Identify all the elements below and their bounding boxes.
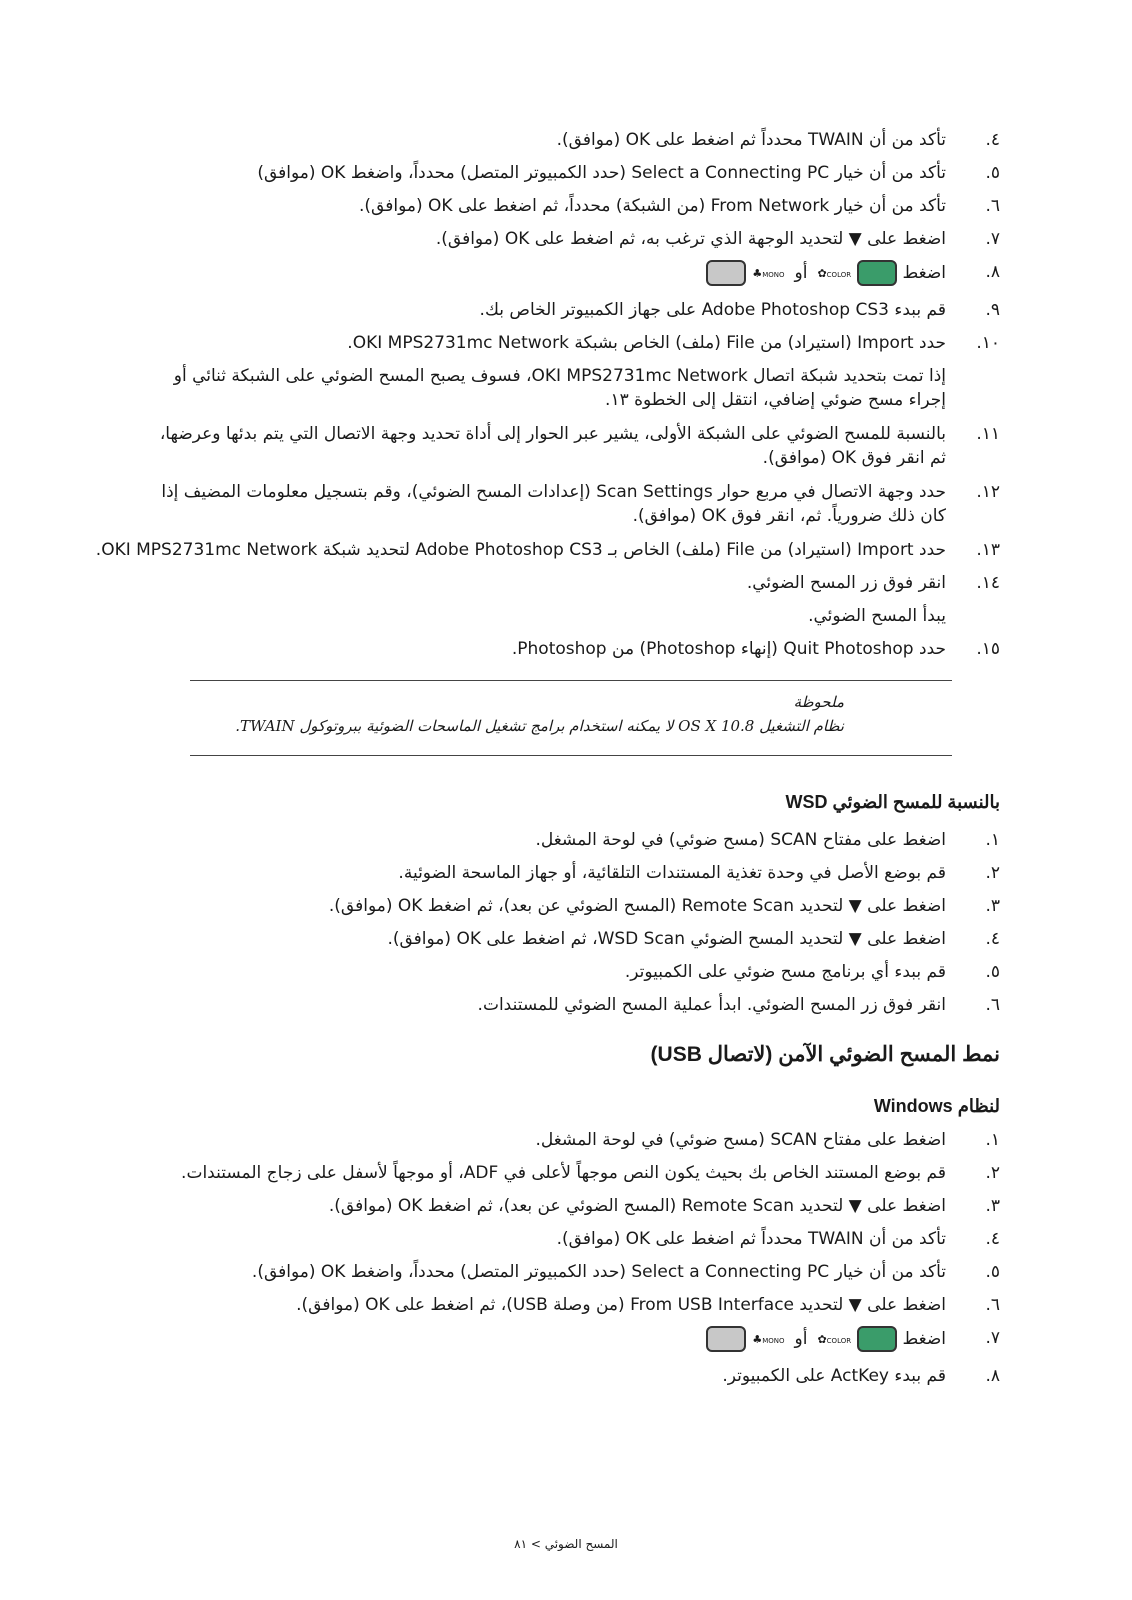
- page-footer: المسح الضوئي > ٨١: [514, 1537, 618, 1551]
- list-item: ٤. اضغط على ▼ لتحديد المسح الضوئي WSD Scan، ثم اضغط على OK (موافق).: [387, 929, 1000, 949]
- list-item: ٣. اضغط على ▼ لتحديد Remote Scan (المسح الضوئي عن بعد)، ثم اضغط OK (موافق).: [328, 896, 1000, 916]
- steps-list-usb: [0, 1128, 1132, 1397]
- list-item: ١٤. انقر فوق زر المسح الضوئي.: [746, 573, 1000, 593]
- list-item: ٣. اضغط على ▼ لتحديد Remote Scan (المسح الضوئي عن بعد)، ثم اضغط OK (موافق).: [328, 1196, 1000, 1216]
- list-item: ٩. قم ببدء Adobe Photoshop CS3 على جهاز الكمبيوتر الخاص بك.: [479, 300, 1000, 320]
- section-heading-wsd: بالنسبة للمسح الضوئي WSD: [785, 792, 1000, 812]
- mono-dots-icon: ♣MONO: [752, 1332, 785, 1346]
- steps-list-network: [0, 128, 1132, 670]
- list-item: ٥. قم ببدء أي برنامج مسح ضوئي على الكمبيوتر.: [624, 962, 1000, 982]
- note-box: [190, 680, 952, 756]
- list-item: ٢. قم بوضع الأصل في وحدة تغذية المستندات التلقائية، أو جهاز الماسحة الضوئية.: [398, 863, 1000, 883]
- color-dots-icon: ✿COLOR: [817, 266, 852, 280]
- steps-list-wsd: [0, 828, 1132, 1026]
- list-item: ١. اضغط على مفتاح SCAN (مسح ضوئي) في لوحة المشغل.: [535, 830, 1000, 850]
- mono-color-buttons: ♣MONO أو ✿COLOR: [706, 260, 897, 286]
- list-item: ٦. تأكد من أن خيار From Network (من الشبكة) محدداً، ثم اضغط على OK (موافق).: [359, 196, 1000, 216]
- section-heading-usb: نمط المسح الضوئي الآمن (لاتصال USB): [650, 1043, 1000, 1066]
- list-item: إذا تمت بتحديد شبكة اتصال OKI MPS2731mc Network، فسوف يصبح المسح الضوئي على الشبكة ثنائي أو إجراء مسح ضوئي إضافي، انتقل إلى الخطوة ١٣.: [173, 366, 946, 411]
- mono-dots-icon: ♣MONO: [752, 266, 785, 280]
- list-item: ١٣. حدد Import (استيراد) من File (ملف) الخاص بـ Adobe Photoshop CS3 لتحديد شبكة OKI MPS2731mc Network.: [95, 540, 1000, 560]
- color-button-icon: [857, 1326, 897, 1352]
- list-item: ١٠. حدد Import (استيراد) من File (ملف) الخاص بشبكة OKI MPS2731mc Network.: [347, 333, 1000, 353]
- mono-button-icon: [706, 1326, 746, 1352]
- list-item: ٥. تأكد من أن خيار Select a Connecting PC (حدد الكمبيوتر المتصل) محدداً، واضغط OK (موافق): [257, 163, 1000, 183]
- list-item: ٧. اضغط ♣MONO أو ✿COLOR: [0, 1326, 1132, 1364]
- list-item: ٧. اضغط على ▼ لتحديد الوجهة الذي ترغب به، ثم اضغط على OK (موافق).: [435, 229, 1000, 249]
- list-item: ٢. قم بوضع المستند الخاص بك بحيث يكون النص موجهاً لأعلى في ADF، أو موجهاً لأسفل على زجاج المستندات.: [181, 1163, 1000, 1183]
- color-dots-icon: ✿COLOR: [817, 1332, 852, 1346]
- mono-color-buttons: ♣MONO أو ✿COLOR: [706, 1326, 897, 1352]
- section-subheading-windows: لنظام Windows: [873, 1096, 1000, 1116]
- list-item: ٨. اضغط ♣MONO أو ✿COLOR: [0, 260, 1132, 298]
- list-item: ١١. بالنسبة للمسح الضوئي على الشبكة الأولى، يشير عبر الحوار إلى أداة تحديد وجهة الاتصال التي يتم بدئها وعرضها، ثم انقر فوق OK (موافق).: [159, 424, 1000, 469]
- color-button-icon: [857, 260, 897, 286]
- list-item: ٦. انقر فوق زر المسح الضوئي. ابدأ عملية المسح الضوئي للمستندات.: [477, 995, 1000, 1015]
- list-item: ٤. تأكد من أن TWAIN محدداً ثم اضغط على OK (موافق).: [556, 1229, 1000, 1249]
- list-item: ١. اضغط على مفتاح SCAN (مسح ضوئي) في لوحة المشغل.: [535, 1130, 1000, 1150]
- list-item: ١٥. حدد Quit Photoshop (إنهاء Photoshop) من Photoshop.: [511, 639, 1000, 659]
- list-item: ٤. تأكد من أن TWAIN محدداً ثم اضغط على OK (موافق).: [556, 130, 1000, 150]
- list-item: ١٢. حدد وجهة الاتصال في مربع حوار Scan Settings (إعدادات المسح الضوئي)، وقم بتسجيل معلومات المضيف إذا كان ذلك ضرورياً. ثم، انقر فوق OK (موافق).: [161, 482, 1000, 527]
- list-item: ٦. اضغط على ▼ لتحديد From USB Interface (من وصلة USB)، ثم اضغط على OK (موافق).: [296, 1295, 1000, 1315]
- list-item: يبدأ المسح الضوئي.: [808, 606, 946, 626]
- note-title: ملحوظة: [793, 693, 844, 711]
- list-item: ٨. قم ببدء ActKey على الكمبيوتر.: [722, 1366, 1000, 1386]
- mono-button-icon: [706, 260, 746, 286]
- list-item: ٥. تأكد من أن خيار Select a Connecting PC (حدد الكمبيوتر المتصل) محدداً، واضغط OK (موافق).: [251, 1262, 1000, 1282]
- note-body: نظام التشغيل OS X 10.8 لا يمكنه استخدام برامج تشغيل الماسحات الضوئية ببروتوكول TWAIN.: [235, 717, 844, 735]
